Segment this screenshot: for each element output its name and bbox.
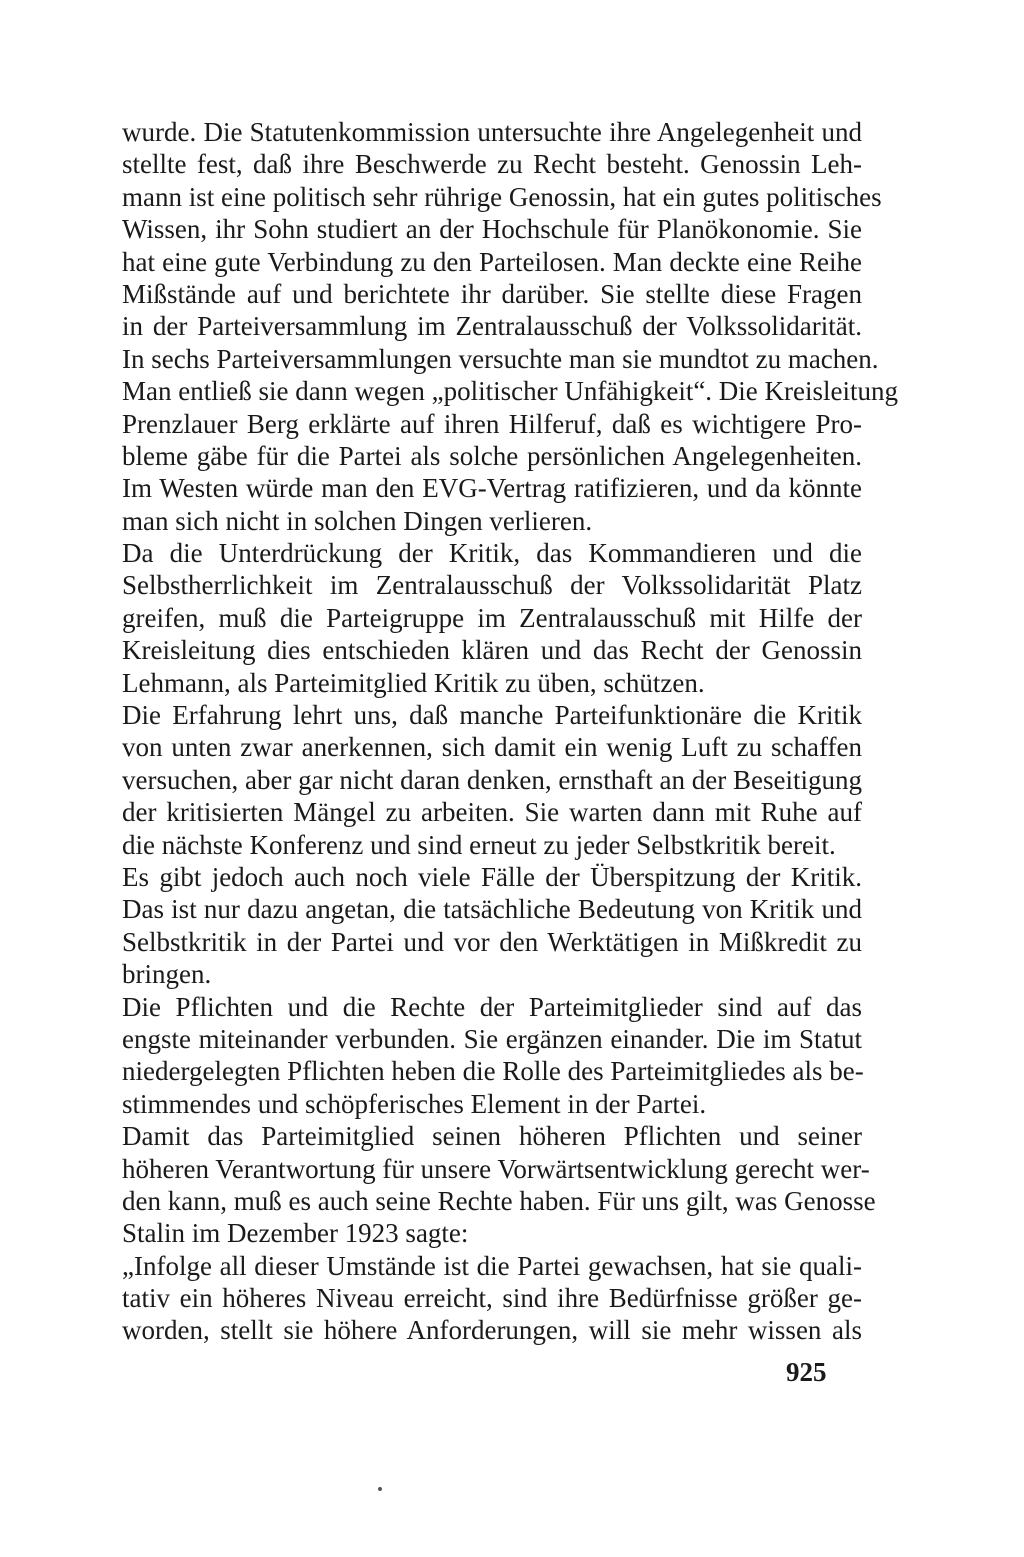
text-line: wurde. Die Statutenkommission untersuchte ihre Angelegenheit und [122, 117, 862, 147]
text-line: mann ist eine politisch sehr rührige Genossin, hat ein gutes politisches [122, 181, 882, 212]
text-line: Es gibt jedoch auch noch viele Fälle der Überspitzung der Kritik. [122, 861, 862, 892]
text-line: den kann, muß es auch seine Rechte haben. Für uns gilt, was Genosse [122, 1185, 876, 1216]
text-line: Wissen, ihr Sohn studiert an der Hochschule für Planökonomie. Sie [122, 214, 862, 245]
text-line: in der Parteiversammlung im Zentralausschuß der Volkssolidarität. [122, 311, 862, 342]
text-line: höheren Verantwortung für unsere Vorwärtsentwicklung gerecht wer- [122, 1153, 870, 1184]
text-line: „Infolge all dieser Umstände ist die Partei gewachsen, hat sie quali- [122, 1250, 862, 1281]
text-line: bringen. [122, 959, 212, 990]
text-line: Selbstkritik in der Partei und vor den Werktätigen in Mißkredit zu [122, 926, 862, 957]
text-line: Mißstände auf und berichtete ihr darüber. Sie stellte diese Fragen [122, 278, 862, 309]
text-line: niedergelegten Pflichten heben die Rolle des Parteimitgliedes als be- [122, 1056, 864, 1087]
text-line: von unten zwar anerkennen, sich damit ein wenig Luft zu schaffen [122, 732, 862, 763]
print-speck [378, 1487, 382, 1491]
text-line: Die Pflichten und die Rechte der Parteimitglieder sind auf das [122, 991, 862, 1022]
text-line: bleme gäbe für die Partei als solche persönlichen Angelegenheiten. [122, 440, 862, 471]
text-line: man sich nicht in solchen Dingen verlieren. [122, 505, 593, 536]
text-line: tativ ein höheres Niveau erreicht, sind ihre Bedürfnisse größer ge- [122, 1283, 862, 1314]
text-line: der kritisierten Mängel zu arbeiten. Sie warten dann mit Ruhe auf [122, 797, 862, 828]
text-line: In sechs Parteiversammlungen versuchte man sie mundtot zu machen. [122, 343, 879, 374]
text-line: versuchen, aber gar nicht daran denken, ernsthaft an der Beseitigung [122, 764, 862, 795]
text-line: Die Erfahrung lehrt uns, daß manche Parteifunktionäre die Kritik [122, 700, 862, 731]
body-text [122, 116, 899, 1347]
text-line: engste miteinander verbunden. Sie ergänzen einander. Die im Statut [122, 1023, 862, 1054]
text-line: Da die Unterdrückung der Kritik, das Kommandieren und die [122, 538, 862, 569]
text-line: stimmendes und schöpferisches Element in der Partei. [122, 1088, 707, 1119]
text-line: Prenzlauer Berg erklärte auf ihren Hilferuf, daß es wichtigere Pro- [122, 408, 862, 439]
text-line: Man entließ sie dann wegen „politischer Unfähigkeit“. Die Kreisleitung [122, 376, 899, 407]
text-line: Lehmann, als Parteimitglied Kritik zu üben, schützen. [122, 667, 705, 698]
text-line: stellte fest, daß ihre Beschwerde zu Recht besteht. Genossin Leh- [122, 149, 862, 180]
text-line: Selbstherrlichkeit im Zentralausschuß der Volkssolidarität Platz [122, 570, 862, 601]
text-line: Kreisleitung dies entschieden klären und das Recht der Genossin [122, 635, 862, 666]
text-line: hat eine gute Verbindung zu den Parteilosen. Man deckte eine Reihe [122, 246, 862, 277]
text-line: Stalin im Dezember 1923 sagte: [122, 1218, 469, 1249]
text-line: greifen, muß die Parteigruppe im Zentralausschuß mit Hilfe der [122, 602, 862, 633]
text-line: die nächste Konferenz und sind erneut zu jeder Selbstkritik bereit. [122, 829, 836, 860]
page-number: 925 [786, 1357, 827, 1387]
text-line: Das ist nur dazu angetan, die tatsächliche Bedeutung von Kritik und [122, 894, 862, 925]
text-line: Damit das Parteimitglied seinen höheren Pflichten und seiner [122, 1121, 862, 1152]
text-line: Im Westen würde man den EVG-Vertrag ratifizieren, und da könnte [122, 473, 862, 504]
text-line: worden, stellt sie höhere Anforderungen, will sie mehr wissen als [122, 1315, 862, 1346]
